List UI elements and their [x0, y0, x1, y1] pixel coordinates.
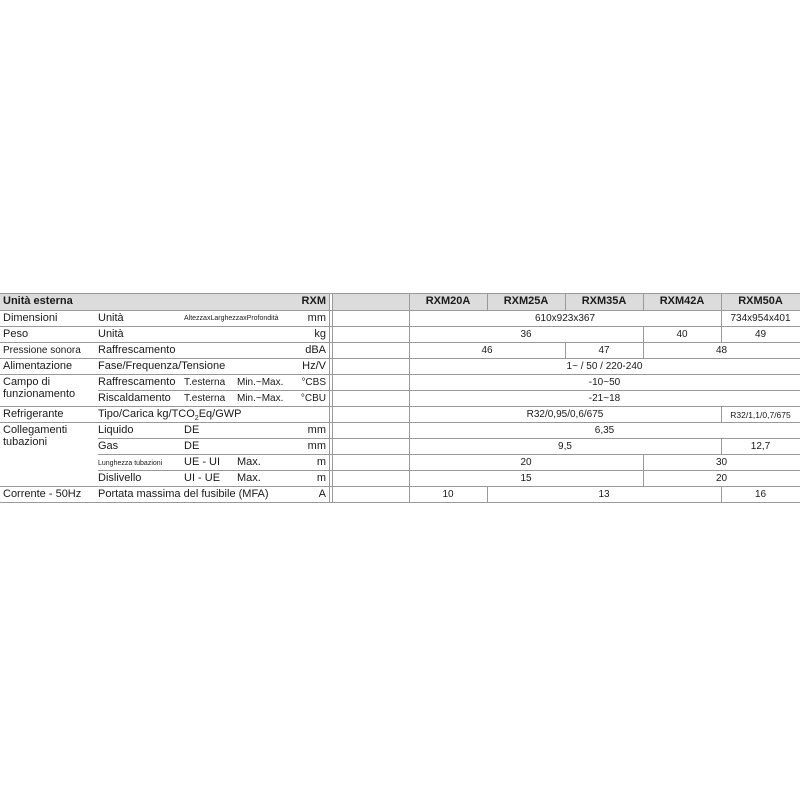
row-unit: mm [307, 424, 326, 436]
row-sublabel: Lunghezza tubazioni [98, 460, 163, 467]
row-unit: m [316, 456, 326, 468]
rule [0, 293, 800, 294]
model-header: RXM20A [425, 295, 471, 307]
cell-value: -21~18 [588, 393, 621, 404]
cell-value: 734x954x401 [730, 313, 791, 324]
cell-value: 16 [754, 489, 767, 500]
row-detail: UI - UE [184, 472, 221, 484]
row-sublabel: Tipo/Carica $kg/TCO_2Eq$/GWP [98, 408, 242, 423]
cell-value: 47 [598, 345, 610, 356]
row-label: Corrente - 50Hz [3, 488, 82, 500]
rule [0, 502, 800, 503]
cell-value: 48 [715, 345, 728, 356]
row-sublabel: Riscaldamento [98, 392, 171, 404]
rule [98, 390, 800, 391]
cell-value: 13 [598, 489, 610, 500]
cell-value: 15 [520, 473, 532, 484]
cell-value: 610x923x367 [534, 313, 596, 324]
row-label: Peso [3, 328, 29, 340]
row-unit: Hz/V [302, 360, 326, 372]
row-sublabel: Raffrescamento [98, 376, 176, 388]
row-label: Pressione sonora [3, 345, 81, 356]
row-detail: T.esterna [184, 393, 226, 404]
row-range: Max. [237, 472, 261, 484]
cell-value: 36 [520, 329, 532, 340]
table-title: Unità esterna [3, 295, 73, 307]
row-detail: AltezzaxLarghezzaxProfondità [184, 315, 279, 322]
row-unit: dBA [305, 344, 326, 356]
cell-value: 6,35 [594, 425, 615, 436]
row-unit: m [316, 472, 326, 484]
cell-value: 46 [481, 345, 493, 356]
cell-value: R32/1,1/0,7/675 [730, 410, 791, 420]
row-unit: kg [314, 328, 326, 340]
row-sublabel: Fase/Frequenza/Tensione [98, 360, 226, 372]
row-label: Refrigerante [3, 408, 64, 420]
series-label: RXM [301, 295, 326, 307]
row-label: Dimensioni [3, 312, 58, 324]
rule [329, 293, 330, 502]
row-range: Max. [237, 456, 261, 468]
cell-value: 49 [754, 329, 767, 340]
row-detail: DE [184, 424, 200, 436]
rule [98, 454, 800, 455]
rule [332, 293, 333, 502]
row-range: Min.~Max. [237, 377, 284, 388]
row-label: tubazioni [3, 436, 48, 448]
model-header: RXM42A [659, 295, 705, 307]
rule [98, 438, 800, 439]
row-label: Alimentazione [3, 360, 73, 372]
rule [0, 486, 800, 487]
rule [98, 470, 800, 471]
row-detail: T.esterna [184, 377, 226, 388]
row-sublabel: Unità [98, 312, 124, 324]
row-sublabel: Liquido [98, 424, 134, 436]
cell-value: 12,7 [750, 441, 771, 452]
row-range: Min.~Max. [237, 393, 284, 404]
rule [0, 310, 800, 311]
model-header: RXM35A [581, 295, 627, 307]
rule [0, 374, 800, 375]
cell-value: 1~ / 50 / 220-240 [566, 361, 643, 372]
row-sublabel: Unità [98, 328, 124, 340]
cell-value: -10~50 [588, 377, 621, 388]
row-unit: °CBS [301, 377, 326, 388]
row-label: Campo di [3, 376, 51, 388]
cell-value: R32/0,95/0,6/675 [526, 409, 604, 420]
cell-value: 10 [442, 489, 454, 500]
row-detail: DE [184, 440, 200, 452]
cell-value: 20 [715, 473, 728, 484]
rule [0, 342, 800, 343]
row-unit: A [318, 488, 326, 500]
cell-value: 20 [520, 457, 532, 468]
row-unit: °CBU [300, 393, 326, 404]
rule [0, 358, 800, 359]
cell-value: 9,5 [558, 441, 572, 452]
row-unit: mm [307, 440, 326, 452]
row-label: Collegamenti [3, 424, 68, 436]
spec-table [0, 293, 800, 508]
row-label: funzionamento [3, 388, 76, 400]
rule [0, 406, 800, 407]
row-sublabel: Gas [98, 440, 119, 452]
row-sublabel: Portata massima del fusibile (MFA) [98, 488, 269, 500]
model-header: RXM50A [738, 295, 783, 307]
row-unit: mm [307, 312, 326, 324]
row-sublabel: Raffrescamento [98, 344, 176, 356]
rule [0, 326, 800, 327]
row-sublabel: Dislivello [98, 472, 142, 484]
cell-value: 30 [715, 457, 728, 468]
row-detail: UE - UI [184, 456, 221, 468]
model-header: RXM25A [503, 295, 549, 307]
cell-value: 40 [676, 329, 688, 340]
